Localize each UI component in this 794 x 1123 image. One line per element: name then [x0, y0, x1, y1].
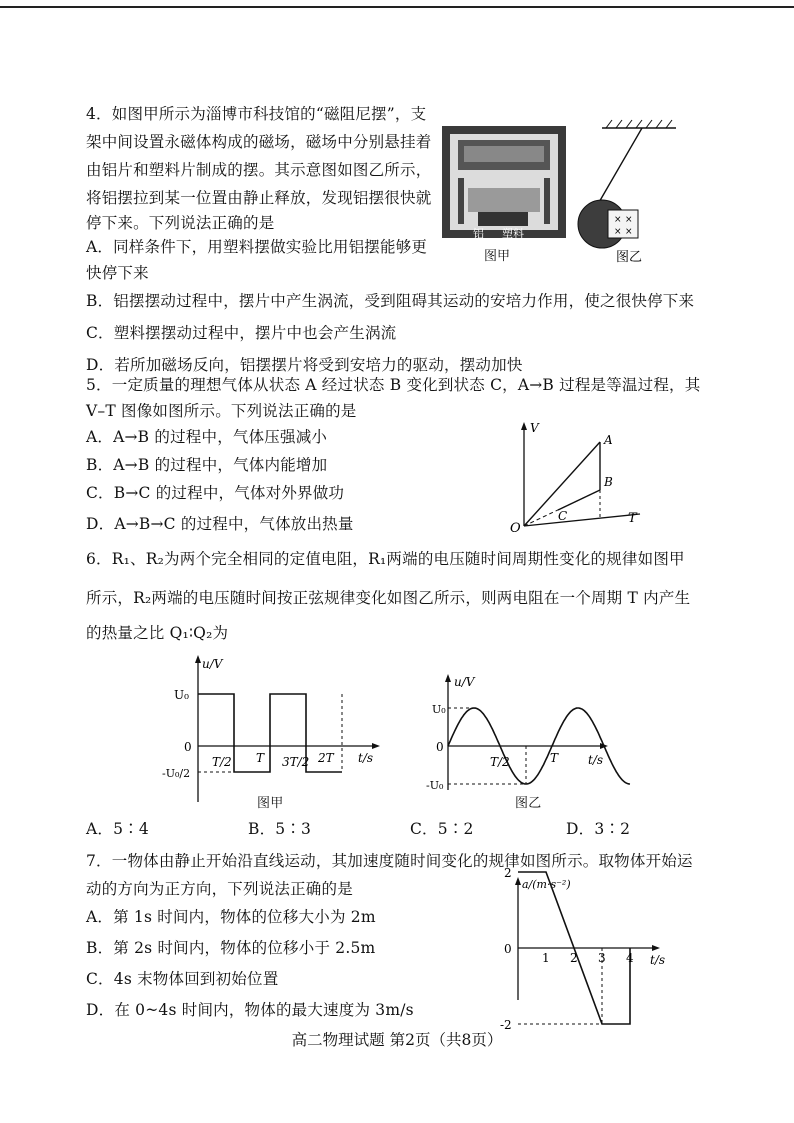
q7-option-d: D．在 0~4s 时间内，物体的最大速度为 3m/s — [86, 1001, 414, 1019]
t-axis — [524, 514, 640, 526]
q5-option-b: B．A→B 的过程中，气体内能增加 — [86, 456, 328, 474]
q4-line-2: 架中间设置永磁体构成的磁场，磁场中分别悬挂着 — [86, 133, 432, 151]
q6-chart-jia — [160, 652, 390, 814]
yi-y-label: u/V — [454, 675, 475, 689]
q4-option-d: D．若所加磁场反向，铝摆摆片将受到安培力的驱动，摆动加快 — [86, 356, 523, 374]
ceiling-hatch — [606, 120, 672, 128]
q4-option-a: A．同样条件下，用塑料摆做实验比用铝摆能够更 — [86, 238, 428, 256]
caption-yi: 图乙 — [616, 250, 643, 265]
at-tick-x-1: 1 — [542, 951, 550, 965]
q6-option-b: B．5∶3 — [248, 820, 312, 838]
q5-line-2: V–T 图像如图所示。下列说法正确的是 — [86, 402, 357, 420]
point-a-label: A — [604, 433, 613, 447]
cross-mark-3: × — [614, 227, 622, 237]
q5-line-1: 5．一定质量的理想气体从状态 A 经过状态 B 变化到状态 C，A→B 过程是等温过程，其 — [86, 376, 701, 394]
origin-label: O — [510, 521, 521, 536]
v-axis-label: V — [530, 421, 539, 435]
jia-y-arrow — [195, 655, 201, 663]
jia-tick-x-1: T — [256, 751, 265, 765]
jia-tick-y-u0: U₀ — [174, 688, 189, 702]
point-c-label: C — [558, 509, 568, 523]
cross-mark-4: × — [625, 227, 633, 237]
at-tick-x-3: 3 — [598, 951, 606, 965]
at-tick-y-0: 0 — [504, 942, 512, 956]
jia-y-label: u/V — [202, 657, 223, 671]
jia-tick-x-3: 2T — [318, 751, 334, 765]
at-tick-x-2: 2 — [570, 951, 578, 965]
q6-line-3: 的热量之比 Q₁∶Q₂为 — [86, 624, 229, 642]
page-footer: 高二物理试题 第2页（共8页） — [291, 1031, 503, 1049]
at-x-arrow — [652, 945, 660, 951]
q6-chart-yi — [412, 672, 612, 792]
q6-option-d: D．3∶2 — [566, 820, 631, 838]
q7-option-b: B．第 2s 时间内，物体的位移小于 2.5m — [86, 939, 376, 957]
q4-option-b: B．铝摆摆动过程中，摆片中产生涡流，受到阻碍其运动的安培力作用，使之很快停下来 — [86, 292, 695, 310]
label-plastic: 塑料 — [502, 227, 524, 240]
q7-option-a: A．第 1s 时间内，物体的位移大小为 2m — [86, 908, 376, 926]
jia-tick-x-2: 3T/2 — [282, 755, 310, 769]
q6-yi-caption: 图乙 — [515, 796, 542, 811]
jia-plot-area — [162, 655, 380, 802]
at-x-label: t/s — [650, 953, 666, 967]
at-tick-y-2: 2 — [504, 866, 512, 880]
q4-figure-yi — [572, 118, 682, 266]
q4-line-4: 将铝摆拉到某一位置由静止释放，发现铝摆很快就 — [86, 189, 432, 207]
point-b-label: B — [604, 475, 613, 489]
q7-option-c: C．4s 末物体回到初始位置 — [86, 970, 279, 988]
yi-tick-y-u0: U₀ — [432, 703, 446, 716]
q6-line-2: 所示，R₂两端的电压随时间按正弦规律变化如图乙所示，则两电阻在一个周期 T 内产生 — [86, 589, 691, 607]
frame-left — [458, 178, 464, 224]
yi-y-arrow — [445, 674, 451, 682]
q4-option-a-cont: 快停下来 — [86, 264, 149, 282]
jia-tick-y-0: 0 — [184, 740, 192, 754]
q7-at-chart — [496, 866, 676, 1032]
q4-line-3: 由铝片和塑料片制成的摆。其示意图如图乙所示， — [86, 161, 432, 179]
yi-tick-y-0: 0 — [436, 740, 444, 754]
pendulum-string — [598, 128, 642, 204]
frame-right — [544, 178, 550, 224]
q4-line-1: 4．如图甲所示为淄博市科技馆的“磁阻尼摆”，支 — [86, 105, 427, 123]
q5-option-d: D．A→B→C 的过程中，气体放出热量 — [86, 515, 354, 533]
top-border — [0, 6, 794, 8]
yi-x-label: t/s — [588, 753, 604, 767]
yi-tick-y-neg: -U₀ — [426, 779, 444, 792]
q4-line-5: 停下来。下列说法正确的是 — [86, 214, 275, 232]
yi-plot-area — [426, 674, 630, 792]
v-axis-arrow — [521, 422, 527, 430]
yi-tick-x-0: T/2 — [490, 755, 510, 769]
at-tick-y-neg2: -2 — [500, 1018, 512, 1032]
magnetic-field-region — [608, 210, 638, 238]
jia-tick-y-neg: -U₀/2 — [162, 767, 191, 780]
q5-vt-graph — [506, 418, 646, 536]
line-bc — [558, 490, 600, 510]
q6-jia-caption: 图甲 — [257, 796, 284, 811]
yi-tick-x-1: T — [550, 751, 559, 765]
jia-tick-x-0: T/2 — [212, 755, 232, 769]
q6-line-1: 6．R₁、R₂为两个完全相同的定值电阻，R₁两端的电压随时间周期性变化的规律如图甲 — [86, 550, 685, 568]
jia-x-arrow — [372, 743, 380, 749]
jia-x-label: t/s — [358, 751, 374, 765]
at-tick-x-4: 4 — [626, 951, 634, 965]
q6-option-c: C．5∶2 — [410, 820, 474, 838]
q5-option-a: A．A→B 的过程中，气体压强减小 — [86, 428, 328, 446]
q5-option-c: C．B→C 的过程中，气体对外界做功 — [86, 484, 345, 502]
magnet-bottom — [468, 188, 540, 212]
q7-line-2: 动的方向为正方向，下列说法正确的是 — [86, 880, 353, 898]
at-plot-area — [500, 866, 665, 1032]
q7-line-1: 7．一物体由静止开始沿直线运动，其加速度随时间变化的规律如图所示。取物体开始运 — [86, 852, 693, 870]
q4-option-c: C．塑料摆摆动过程中，摆片中也会产生涡流 — [86, 324, 397, 342]
cross-mark-1: × — [614, 215, 622, 225]
t-axis-label: T — [628, 511, 637, 526]
q6-option-a: A．5∶4 — [86, 820, 149, 838]
label-al: 铝 — [473, 227, 484, 240]
at-y-arrow — [515, 877, 521, 885]
q4-figure-jia — [440, 124, 570, 266]
magnet-top-face — [464, 146, 544, 162]
at-y-label: a/(m·s⁻²) — [522, 878, 571, 891]
cross-mark-2: × — [625, 215, 633, 225]
pendulum-plates — [478, 212, 528, 226]
caption-jia: 图甲 — [484, 249, 511, 264]
